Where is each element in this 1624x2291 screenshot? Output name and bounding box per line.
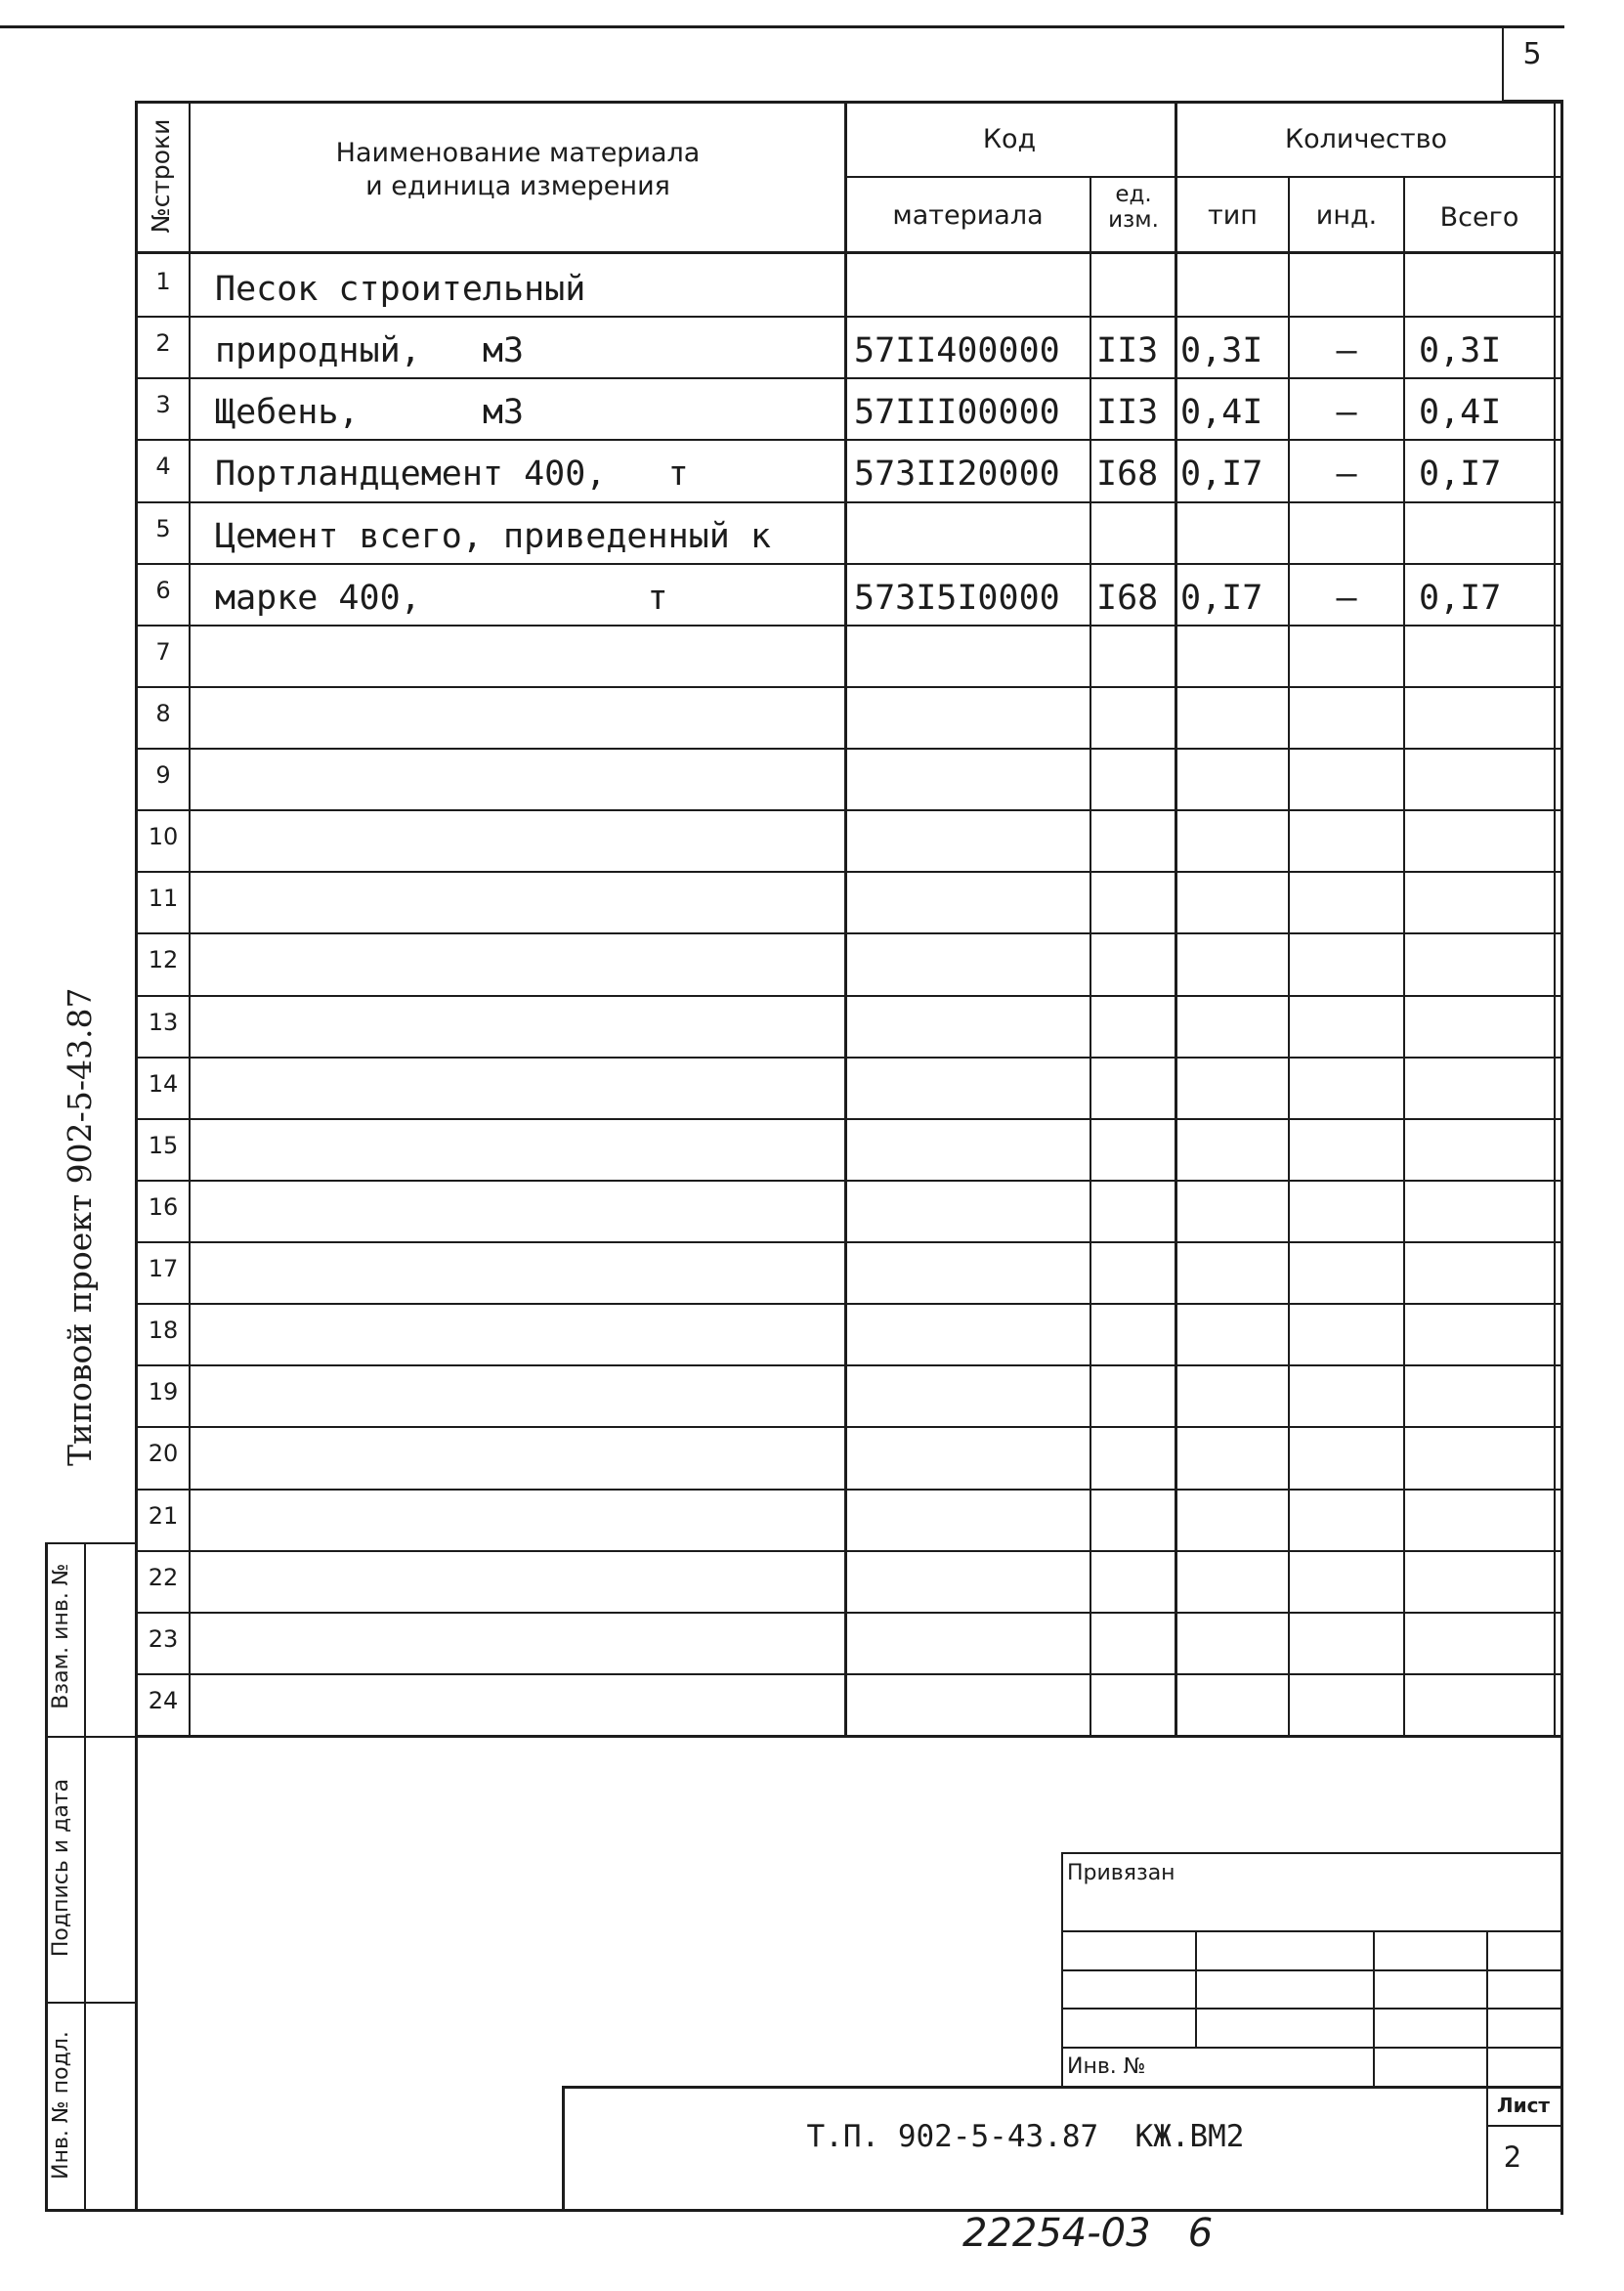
row-divider-line xyxy=(135,1180,1563,1182)
row-divider-line xyxy=(135,1489,1563,1491)
row-divider-line xyxy=(135,439,1563,441)
header-code-group: Код xyxy=(982,124,1037,154)
row-cell-code: 57III00000 xyxy=(854,393,1060,432)
header-quantity-type: тип xyxy=(1208,200,1258,231)
row-cell-code: 573I5I0000 xyxy=(854,579,1060,618)
sheet-corner-number: 5 xyxy=(1522,37,1542,71)
row-number: 18 xyxy=(148,1317,179,1344)
row-cell-typ: 0,I7 xyxy=(1180,454,1263,494)
row-cell-ind: – xyxy=(1336,331,1357,370)
stamp-inner-line xyxy=(84,1542,86,2211)
row-cell-unit: II3 xyxy=(1096,393,1159,432)
row-number: 22 xyxy=(148,1564,179,1591)
row-divider-line xyxy=(135,932,1563,934)
titleblock-grid-v1 xyxy=(1195,1930,1197,2048)
stamp-replaced-inv-label: Взам. инв. № xyxy=(49,1563,73,1709)
row-divider-line xyxy=(135,377,1563,379)
row-divider-line xyxy=(135,316,1563,318)
row-cell-total: 0,4I xyxy=(1419,393,1502,432)
row-number: 6 xyxy=(155,577,171,604)
col-line-code xyxy=(1090,176,1091,1736)
table-top-line xyxy=(135,101,1563,104)
right-border-line xyxy=(1560,101,1563,2215)
row-number: 5 xyxy=(155,515,171,542)
col-line-name xyxy=(844,101,847,1736)
table-bottom-line xyxy=(135,1735,1563,1738)
row-cell-name: Цемент всего, приведенный к xyxy=(215,517,771,556)
row-cell-total: 0,3I xyxy=(1419,331,1502,370)
header-mid-line xyxy=(844,176,1563,178)
row-cell-total: 0,I7 xyxy=(1419,579,1502,618)
row-divider-line xyxy=(135,1303,1563,1305)
row-divider-line xyxy=(135,1550,1563,1552)
row-divider-line xyxy=(135,1612,1563,1614)
row-cell-typ: 0,3I xyxy=(1180,331,1263,370)
side-project-title: Типовой проект 902-5-43.87 xyxy=(61,987,99,1466)
row-divider-line xyxy=(135,1364,1563,1366)
row-cell-total: 0,I7 xyxy=(1419,454,1502,494)
titleblock-bound-top xyxy=(1061,1852,1563,1854)
row-number: 23 xyxy=(148,1625,179,1653)
header-code-unit: ед. изм. xyxy=(1108,182,1159,233)
row-number: 4 xyxy=(155,453,171,480)
row-cell-name: Портландцемент 400, т xyxy=(215,454,689,494)
stamp-original-inv-label: Инв. № подл. xyxy=(49,2031,73,2180)
row-number: 16 xyxy=(148,1193,179,1221)
bottom-border-line xyxy=(45,2209,1563,2212)
stamp-outer-left-line xyxy=(45,1542,48,2211)
titleblock-main-top xyxy=(562,2086,1563,2089)
row-divider-line xyxy=(135,686,1563,688)
row-number: 15 xyxy=(148,1132,179,1159)
row-number: 7 xyxy=(155,638,171,666)
col-line-total xyxy=(1554,101,1556,1736)
row-divider-line xyxy=(135,809,1563,811)
row-divider-line xyxy=(135,871,1563,873)
stamp-signature-date-label: Подпись и дата xyxy=(49,1778,73,1958)
titleblock-sheet-number: 2 xyxy=(1503,2140,1522,2174)
header-bottom-line xyxy=(135,251,1563,254)
row-divider-line xyxy=(135,1426,1563,1428)
col-line-ind xyxy=(1403,176,1405,1736)
row-cell-name: Щебень, м3 xyxy=(215,393,525,432)
row-divider-line xyxy=(135,1241,1563,1243)
row-divider-line xyxy=(135,563,1563,565)
row-cell-name: Песок строительный xyxy=(215,270,586,309)
header-quantity-group: Количество xyxy=(1284,124,1448,154)
row-divider-line xyxy=(135,1118,1563,1120)
row-cell-typ: 0,I7 xyxy=(1180,579,1263,618)
stamp-divider-2 xyxy=(45,2002,138,2004)
row-cell-code: 57II400000 xyxy=(854,331,1060,370)
row-number: 13 xyxy=(148,1009,179,1036)
header-quantity-ind: инд. xyxy=(1315,200,1378,231)
row-cell-typ: 0,4I xyxy=(1180,393,1263,432)
titleblock-inv-label: Инв. № xyxy=(1067,2054,1146,2079)
row-number: 12 xyxy=(148,946,179,973)
row-cell-name: природный, м3 xyxy=(215,331,525,370)
header-quantity-total: Всего xyxy=(1439,202,1519,233)
titleblock-grid-v2 xyxy=(1373,1930,1375,2087)
row-number: 17 xyxy=(148,1255,179,1282)
col-line-unit xyxy=(1175,101,1177,1736)
row-cell-unit: I68 xyxy=(1096,454,1159,494)
titleblock-bound-label: Привязан xyxy=(1067,1861,1175,1885)
row-number: 14 xyxy=(148,1070,179,1098)
row-divider-line xyxy=(135,995,1563,997)
row-number: 19 xyxy=(148,1378,179,1405)
row-divider-line xyxy=(135,501,1563,503)
row-divider-line xyxy=(135,625,1563,627)
row-number: 20 xyxy=(148,1440,179,1467)
header-material-name: Наименование материала и единица измерения xyxy=(335,138,701,201)
row-number: 11 xyxy=(148,885,179,912)
stamp-divider-1 xyxy=(45,1736,138,1738)
row-number: 21 xyxy=(148,1502,179,1530)
top-border-line xyxy=(0,25,1564,28)
handwritten-archive-number: 22254-03 6 xyxy=(962,2211,1214,2256)
header-row-number: №строки xyxy=(147,118,175,234)
row-number: 1 xyxy=(155,268,171,295)
row-divider-line xyxy=(135,748,1563,750)
row-number: 8 xyxy=(155,700,171,727)
row-number: 10 xyxy=(148,823,179,850)
row-cell-ind: – xyxy=(1336,454,1357,494)
row-divider-line xyxy=(135,1673,1563,1675)
row-divider-line xyxy=(135,1057,1563,1059)
row-cell-ind: – xyxy=(1336,579,1357,618)
row-cell-unit: I68 xyxy=(1096,579,1159,618)
row-number: 9 xyxy=(155,761,171,789)
titleblock-sheet-divider xyxy=(1486,2125,1563,2127)
titleblock-document-code: Т.П. 902-5-43.87 КЖ.ВМ2 xyxy=(806,2119,1245,2154)
row-number: 2 xyxy=(155,329,171,357)
row-cell-ind: – xyxy=(1336,393,1357,432)
col-line-num xyxy=(189,101,191,1736)
row-cell-name: марке 400, т xyxy=(215,579,668,618)
row-cell-unit: II3 xyxy=(1096,331,1159,370)
header-code-material: материала xyxy=(892,200,1044,231)
row-number: 3 xyxy=(155,391,171,418)
titleblock-sheet-label: Лист xyxy=(1496,2094,1551,2117)
row-cell-code: 573II20000 xyxy=(854,454,1060,494)
row-number: 24 xyxy=(148,1687,179,1714)
